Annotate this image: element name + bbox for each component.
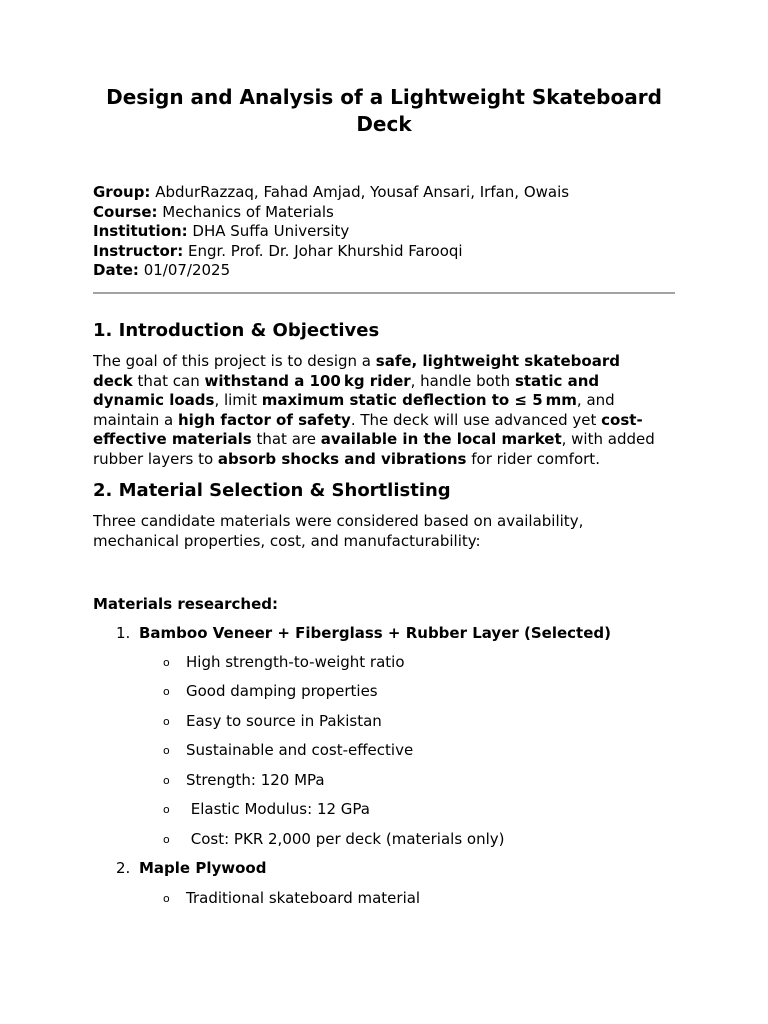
text-run: . The deck will use advanced yet xyxy=(350,410,602,429)
bullet-text: Cost: PKR 2,000 per deck (materials only) xyxy=(186,830,505,848)
meta-label: Group: xyxy=(93,183,151,201)
item-title: Maple Plywood xyxy=(139,859,267,877)
bullet-text: Sustainable and cost-effective xyxy=(186,741,414,759)
meta-label: Institution: xyxy=(93,222,188,241)
paragraph-line: mechanical properties, cost, and manufacturability: xyxy=(93,531,481,550)
meta-value: Engr. Prof. Dr. Johar Khurshid Farooqi xyxy=(183,241,463,260)
bullet-text: Good damping properties xyxy=(186,682,378,700)
paragraph-line xyxy=(93,391,683,411)
meta-label: Instructor: xyxy=(93,241,184,260)
meta-institution xyxy=(93,222,569,242)
meta-label: Course: xyxy=(93,202,158,221)
meta-value: DHA Suffa University xyxy=(187,222,350,241)
meta-group xyxy=(93,183,569,203)
paragraph-line xyxy=(93,411,683,431)
text-run: , and xyxy=(576,391,615,410)
paragraph-line: Three candidate materials were considered based on availability, xyxy=(93,512,584,530)
title-line-1: Design and Analysis of a Lightweight Skateboard xyxy=(106,85,662,109)
bullet-text: Elastic Modulus: 12 GPa xyxy=(186,800,370,818)
bullet-text: High strength-to-weight ratio xyxy=(186,653,405,671)
text-run: , handle both xyxy=(410,371,515,390)
text-run: for rider comfort. xyxy=(466,449,600,468)
bullet-text: Strength: 120 MPa xyxy=(186,771,325,789)
bullet-text: Easy to source in Pakistan xyxy=(186,712,382,730)
bold-text-run: deck xyxy=(93,371,133,390)
circle-bullet-icon: o xyxy=(163,715,170,728)
circle-bullet-icon: o xyxy=(163,833,170,846)
bold-text-run: effective materials xyxy=(93,430,252,449)
circle-bullet-icon: o xyxy=(163,656,170,669)
paragraph-line xyxy=(93,352,683,372)
horizontal-divider xyxy=(93,292,675,294)
circle-bullet-icon: o xyxy=(163,892,170,905)
bold-text-run: available in the local market xyxy=(320,430,562,449)
item-number: 2. xyxy=(116,859,131,877)
introduction-paragraph xyxy=(93,352,683,470)
bold-text-run: absorb shocks and vibrations xyxy=(217,449,467,468)
material-intro-paragraph xyxy=(93,512,683,551)
item-number: 1. xyxy=(116,624,131,642)
text-run: , limit xyxy=(214,391,262,410)
meta-instructor xyxy=(93,242,569,262)
circle-bullet-icon: o xyxy=(163,744,170,757)
item-title: Bamboo Veneer + Fiberglass + Rubber Layer (Selected) xyxy=(139,624,611,642)
meta-value: 01/07/2025 xyxy=(138,261,231,280)
circle-bullet-icon: o xyxy=(163,685,170,698)
bold-text-run: withstand a 100 kg rider xyxy=(204,371,411,390)
section-heading-introduction: 1. Introduction & Objectives xyxy=(93,320,380,341)
bold-text-run: cost- xyxy=(601,410,643,429)
title-line-2: Deck xyxy=(356,112,412,136)
document-title xyxy=(80,84,688,138)
bold-text-run: maximum static deflection to ≤ 5 mm xyxy=(261,391,577,410)
section-heading-material-selection: 2. Material Selection & Shortlisting xyxy=(93,480,451,501)
text-run: , with added xyxy=(561,430,655,449)
text-run: The goal of this project is to design a xyxy=(93,352,376,370)
bold-text-run: high factor of safety xyxy=(177,410,351,429)
materials-researched-label: Materials researched: xyxy=(93,595,279,613)
document-metadata xyxy=(93,183,569,281)
text-run: that can xyxy=(132,371,205,390)
meta-course xyxy=(93,203,569,223)
bold-text-run: static and xyxy=(514,371,600,390)
text-run: that are xyxy=(251,430,321,449)
bold-text-run: safe, lightweight skateboard xyxy=(375,352,620,370)
paragraph-line xyxy=(93,372,683,392)
meta-label: Date: xyxy=(93,261,139,280)
paragraph-line xyxy=(93,430,683,450)
meta-value: AbdurRazzaq, Fahad Amjad, Yousaf Ansari, Irfan, Owais xyxy=(150,183,570,201)
meta-value: Mechanics of Materials xyxy=(157,202,334,221)
bold-text-run: dynamic loads xyxy=(93,391,215,410)
circle-bullet-icon: o xyxy=(163,803,170,816)
bullet-text: Traditional skateboard material xyxy=(186,889,421,907)
text-run: maintain a xyxy=(93,410,178,429)
circle-bullet-icon: o xyxy=(163,774,170,787)
meta-date xyxy=(93,261,569,281)
text-run: rubber layers to xyxy=(93,449,218,468)
paragraph-line xyxy=(93,450,683,470)
